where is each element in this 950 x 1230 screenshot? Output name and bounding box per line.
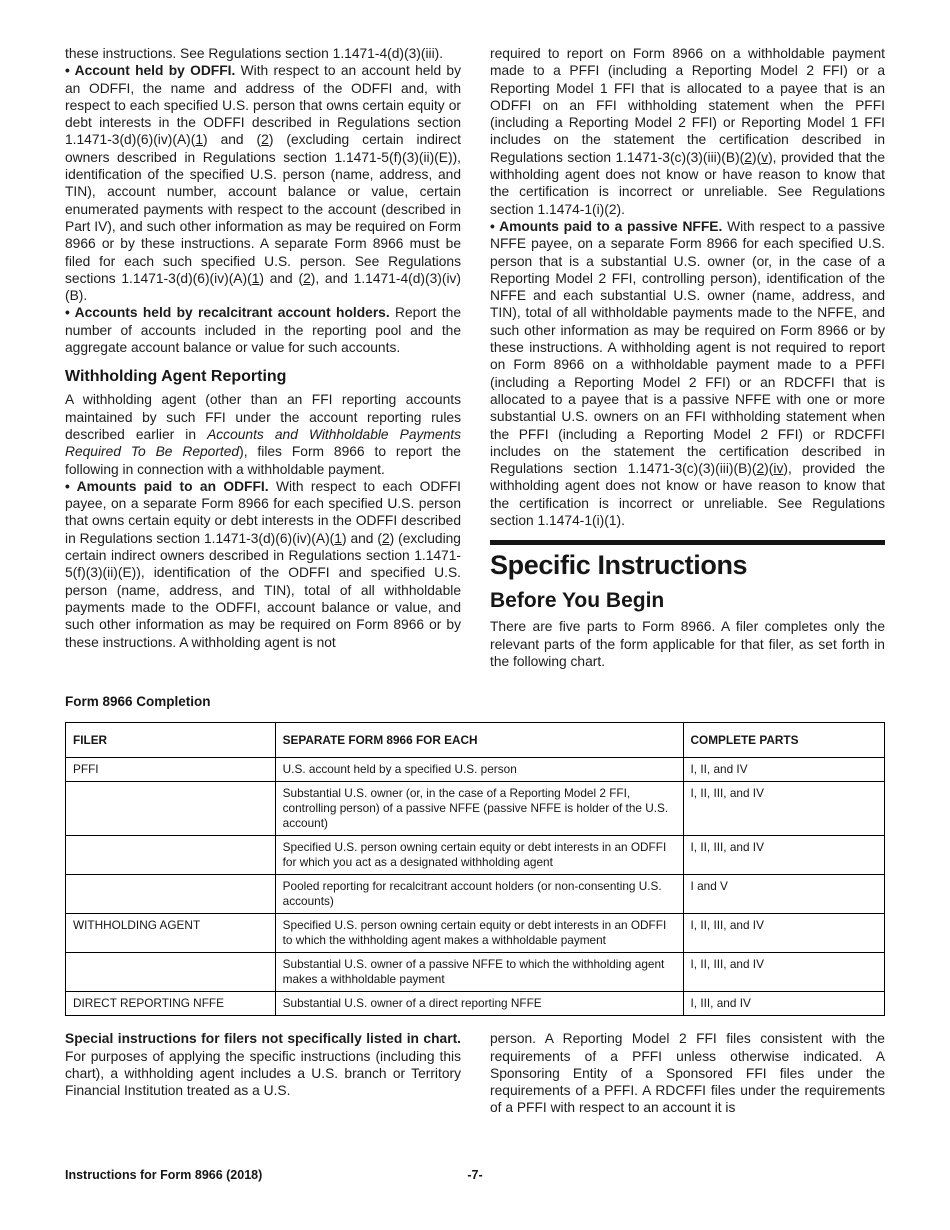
bullet-amounts-paid-to-passive-nffe <box>490 218 885 529</box>
table-cell-form: Substantial U.S. owner of a direct reporting NFFE <box>275 992 683 1016</box>
form-8966-completion-title: Form 8966 Completion <box>65 694 211 710</box>
table-cell-filer: PFFI <box>66 758 276 782</box>
withholding-agent-reporting-heading: Withholding Agent Reporting <box>65 368 287 386</box>
bold-run: • <box>65 305 75 321</box>
underline-run: 2 <box>756 461 765 477</box>
left-column <box>65 45 461 670</box>
bold-run: • <box>65 63 75 79</box>
bold-run: Account held by ODFFI. <box>74 63 241 79</box>
text-run: person. A Reporting Model 2 FFI files consistent with the requirements of a PFFI unless otherwise indicated. A Sponsoring Entity of a Sponsored FFI files under the requirements of a PFFI. A RDCFFI files under the requirements of a PFFI with respect to an account it is <box>490 1031 885 1116</box>
underline-run: 1 <box>334 530 342 546</box>
text-run: ), and 1.1471-4(d)(3)(iv)(B). <box>65 270 462 304</box>
bullet-account-held-by-odffi <box>65 62 461 304</box>
table-cell-form: Specified U.S. person owning certain equity or debt interests in an ODFFI to which the withholding agent makes a withholdable payment <box>275 914 683 953</box>
text-run: ) (excluding certain indirect owners described in Regulations section 1.1471-5(f)(3)(ii)(E)), identification of the ODFFI and specified U.S. person (name, address, and TIN), total of all withholdable payments made to the ODFFI, account balance or value, and such other information as may be required on Form 8966 or by these instructions. A withholding agent is not <box>65 530 461 650</box>
paragraph-five-parts <box>490 618 885 670</box>
table-cell-filer: DIRECT REPORTING NFFE <box>66 992 276 1016</box>
text-run: ), provided the withholding agent does not know or have reason to know that the certification is incorrect or unreliable. See Regulations section 1.1474-1(i)(1). <box>490 461 885 529</box>
footer-page-number: -7- <box>467 1168 483 1182</box>
underline-run: 2 <box>381 530 390 546</box>
text-run: these instructions. See Regulations section 1.1471-4(d)(3)(iii). <box>65 46 444 61</box>
before-you-begin-heading: Before You Begin <box>490 589 665 613</box>
text-run: ) and ( <box>341 530 382 546</box>
bold-run: Amounts paid to an ODFFI. <box>76 478 276 494</box>
bold-run: Special instructions for filers not specifically listed in chart. <box>65 1031 461 1047</box>
column-header-separate-form: SEPARATE FORM 8966 FOR EACH <box>275 723 683 758</box>
underline-run: v <box>761 149 769 165</box>
table-cell-parts: I, II, III, and IV <box>683 953 884 992</box>
column-header-filer: FILER <box>66 723 276 758</box>
paragraph-continuation <box>65 45 461 62</box>
table-cell-filer <box>66 953 276 992</box>
table-cell-parts: I, II, III, and IV <box>683 836 884 875</box>
bottom-columns <box>65 1030 885 1116</box>
table-cell-form: Specified U.S. person owning certain equity or debt interests in an ODFFI for which you act as a designated withholding agent <box>275 836 683 875</box>
text-run: ) (excluding certain indirect owners described in Regulations section 1.1471-5(f)(3)(ii)(E)), identification of the specified U.S. person (name, address, and TIN), account number, account balance or value, certain enumerated payments with respect to the account (described in Part IV), and such other information as may be required on Form 8966 or by these instructions. A separate Form 8966 must be filed for each such specified U.S. person. See Regulations sections 1.1471-3(d)(6)(iv)(A)( <box>65 132 462 286</box>
underline-run: 1 <box>195 132 204 148</box>
page-footer <box>65 1168 885 1188</box>
table-row <box>66 914 885 953</box>
table-cell-filer <box>66 836 276 875</box>
text-run: ) and ( <box>259 270 304 286</box>
table-cell-form: Substantial U.S. owner of a passive NFFE to which the withholding agent makes a withholdable payment <box>275 953 683 992</box>
underline-run: 1 <box>251 270 260 286</box>
text-run: )( <box>751 149 762 165</box>
section-divider-rule <box>490 540 885 545</box>
right-column <box>490 45 885 670</box>
bold-run: • <box>65 478 77 494</box>
table-row <box>66 758 885 782</box>
footer-doc-title: Instructions for Form 8966 (2018) <box>65 1168 263 1182</box>
underline-run: 2 <box>744 149 752 165</box>
paragraph-required-to-report <box>490 45 885 218</box>
table-header <box>66 723 885 758</box>
table-cell-parts: I, III, and IV <box>683 992 884 1016</box>
paragraph-special-instructions <box>65 1030 461 1099</box>
text-run: With respect to a passive NFFE payee, on a separate Form 8966 for each specified U.S. person that is a substantial U.S. owner (or, in the case of a Reporting Model 2 FFI, controlling person), identification of the NFFE and each substantial U.S. owner (name, address, and TIN), total of all withholdable payments made to the NFFE, and such other information as may be required on Form 8966 or by these instructions. A withholding agent is not required to report on Form 8966 on a withholdable payment made to a PFFI (including a Reporting Model 2 FFI) or an RDCFFI that is allocated to a payee that is a passive NFFE with one or more substantial U.S. owners on an FFI withholding statement when the PFFI (including a Reporting Model 2 FFI) or RDCFFI includes on the statement the certification described in Regulations section 1.1471-3(c)(3)(iii)(B)( <box>490 218 885 477</box>
text-run: With respect to each ODFFI payee, on a separate Form 8966 for each specified U.S. person that owns certain equity or debt interests in the ODFFI described in Regulations section 1.1471-3(d)(6)(iv)(A)( <box>65 478 461 546</box>
table-cell-form: Pooled reporting for recalcitrant account holders (or non-consenting U.S. accounts) <box>275 875 683 914</box>
underline-run: 2 <box>261 132 269 148</box>
table-cell-filer <box>66 875 276 914</box>
text-run: Report the number of accounts included in the reporting pool and the aggregate account balance or value for such accounts. <box>65 305 461 356</box>
table-row <box>66 782 885 836</box>
table-body <box>66 758 885 1016</box>
table-row <box>66 992 885 1016</box>
top-columns <box>65 45 885 670</box>
italic-run: Accounts and Withholdable Payments Required To Be Reported <box>65 426 461 460</box>
bottom-left-column <box>65 1030 461 1116</box>
text-run: ), provided that the withholding agent does not know or have reason to know that the certification is incorrect or unreliable. See Regulations section 1.1474-1(i)(2). <box>490 149 885 217</box>
bottom-right-column <box>490 1030 885 1116</box>
table-cell-form: U.S. account held by a specified U.S. person <box>275 758 683 782</box>
text-run: ), files Form 8966 to report the following in connection with a withholdable payment. <box>65 444 461 477</box>
paragraph-withholding-agent <box>65 391 461 477</box>
table-cell-filer <box>66 782 276 836</box>
table-row <box>66 953 885 992</box>
bullet-amounts-paid-to-odffi <box>65 478 461 651</box>
bold-run: Amounts paid to a passive NFFE. <box>499 218 728 234</box>
text-run: With respect to an account held by an ODFFI, the name and address of the ODFFI and, with respect to each specified U.S. person that owns certain equity or debt interests in the ODFFI described in Regulations section 1.1471-3(d)(6)(iv)(A)( <box>65 63 462 148</box>
text-run: )( <box>764 461 774 477</box>
text-run: ) and ( <box>203 132 262 148</box>
underline-run: 2 <box>303 270 311 286</box>
table-cell-parts: I, II, and IV <box>683 758 884 782</box>
underline-run: iv <box>773 461 784 477</box>
text-run: required to report on Form 8966 on a withholdable payment made to a PFFI (including a Reporting Model 2 FFI) or a Reporting Model 1 FFI that is allocated to a payee that is an ODFFI on an FFI withholding statement when the PFFI (including a Reporting Model 2 FFI) or Reporting Model 1 FFI includes on the statement the certification described in Regulations section 1.1471-3(c)(3)(iii)(B)( <box>490 46 885 165</box>
table-cell-parts: I and V <box>683 875 884 914</box>
form-8966-completion-table <box>65 722 885 1016</box>
table-cell-filer: WITHHOLDING AGENT <box>66 914 276 953</box>
specific-instructions-heading: Specific Instructions <box>490 550 748 581</box>
bold-run: Accounts held by recalcitrant account holders. <box>74 305 396 321</box>
table-cell-parts: I, II, III, and IV <box>683 914 884 953</box>
column-header-complete-parts: COMPLETE PARTS <box>683 723 884 758</box>
bullet-accounts-held-by-recalcitrant <box>65 304 461 356</box>
table-header-row <box>66 723 885 758</box>
table-row <box>66 836 885 875</box>
bold-run: • <box>490 218 500 234</box>
text-run: A withholding agent (other than an FFI reporting accounts maintained by such FFI under the account reporting rules described earlier in <box>65 392 461 442</box>
text-run: For purposes of applying the specific instructions (including this chart), a withholding agent includes a U.S. branch or Territory Financial Institution treated as a U.S. <box>65 1048 461 1099</box>
paragraph-person-reporting-model <box>490 1030 885 1116</box>
table-cell-parts: I, II, III, and IV <box>683 782 884 836</box>
text-run: There are five parts to Form 8966. A filer completes only the relevant parts of the form applicable for that filer, as set forth in the following chart. <box>490 619 885 669</box>
table-row <box>66 875 885 914</box>
table-cell-form: Substantial U.S. owner (or, in the case of a Reporting Model 2 FFI, controlling person) of a passive NFFE (passive NFFE is holder of the U.S. account) <box>275 782 683 836</box>
